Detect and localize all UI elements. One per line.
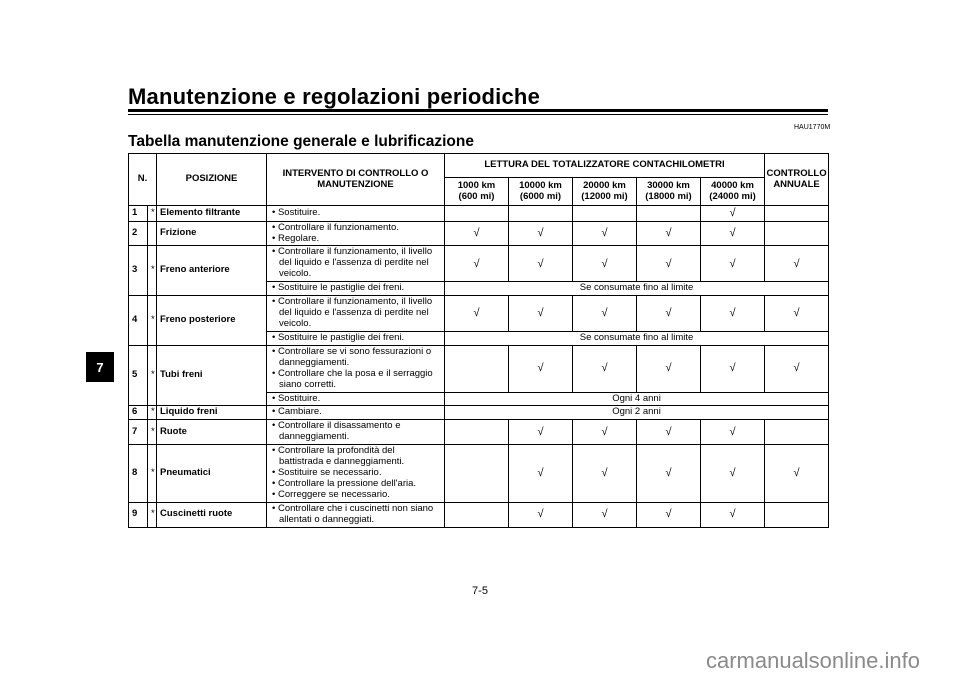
row-action: • Controllare se vi sono fessurazioni o danneggiamenti. • Controllare che la posa e il serraggio siano corretti.	[267, 345, 445, 392]
check-cell	[765, 502, 829, 527]
check-cell: √	[445, 221, 509, 246]
check-cell: √	[509, 445, 573, 503]
table-row	[129, 406, 829, 420]
check-cell: √	[637, 246, 701, 282]
row-action: • Sostituire le pastiglie dei freni.	[267, 282, 445, 296]
row-position: Tubi freni	[157, 345, 267, 406]
check-cell: √	[765, 345, 829, 392]
table-row	[129, 502, 829, 527]
row-star: *	[148, 502, 157, 527]
check-cell	[765, 420, 829, 445]
check-cell: √	[573, 420, 637, 445]
row-number: 9	[129, 502, 148, 527]
row-action: • Cambiare.	[267, 406, 445, 420]
table-row	[129, 296, 829, 332]
table-row	[129, 345, 829, 392]
check-cell: √	[445, 296, 509, 332]
check-cell: √	[637, 221, 701, 246]
maintenance-table	[128, 153, 829, 528]
check-cell	[445, 445, 509, 503]
row-number: 6	[129, 406, 148, 420]
row-star: *	[148, 206, 157, 222]
check-cell	[509, 206, 573, 222]
row-star: *	[148, 345, 157, 406]
row-position: Liquido freni	[157, 406, 267, 420]
page-number: 7-5	[472, 585, 488, 597]
check-cell: √	[701, 246, 765, 282]
header-odometer-10000: 10000 km (6000 mi)	[509, 178, 573, 206]
interval-note: Ogni 4 anni	[445, 392, 829, 406]
row-number: 4	[129, 296, 148, 346]
check-cell: √	[701, 296, 765, 332]
check-cell: √	[637, 420, 701, 445]
check-cell: √	[637, 345, 701, 392]
row-number: 3	[129, 246, 148, 296]
header-rule-thin	[128, 114, 828, 115]
row-action: • Sostituire.	[267, 392, 445, 406]
row-action: • Controllare che i cuscinetti non siano allentati o danneggiati.	[267, 502, 445, 527]
row-star: *	[148, 445, 157, 503]
row-position: Freno anteriore	[157, 246, 267, 296]
header-action: INTERVENTO DI CONTROLLO O MANUTENZIONE	[267, 154, 445, 206]
row-position: Pneumatici	[157, 445, 267, 503]
header-odometer-40000: 40000 km (24000 mi)	[701, 178, 765, 206]
check-cell	[445, 502, 509, 527]
header-row-1	[129, 154, 829, 178]
watermark: carmanualsonline.info	[705, 648, 920, 673]
check-cell: √	[509, 246, 573, 282]
row-star: *	[148, 406, 157, 420]
row-position: Freno posteriore	[157, 296, 267, 346]
row-star	[148, 221, 157, 246]
table-row	[129, 246, 829, 282]
header-odometer-group: LETTURA DEL TOTALIZZATORE CONTACHILOMETRI	[445, 154, 765, 178]
header-annual: CONTROLLO ANNUALE	[765, 154, 829, 206]
row-action: • Controllare il funzionamento, il livello del liquido e l'assenza di perdite nel veicolo.	[267, 246, 445, 282]
header-odometer-30000: 30000 km (18000 mi)	[637, 178, 701, 206]
header-position: POSIZIONE	[157, 154, 267, 206]
check-cell: √	[637, 445, 701, 503]
row-action: • Controllare la profondità del battistrada e danneggiamenti. • Sostituire se necessario. • Controllare la pressione dell'aria. • Correggere se necessario.	[267, 445, 445, 503]
row-number: 8	[129, 445, 148, 503]
table-row	[129, 445, 829, 503]
row-position: Ruote	[157, 420, 267, 445]
check-cell: √	[765, 296, 829, 332]
section-title: Tabella manutenzione generale e lubrificazione	[128, 133, 474, 150]
row-number: 7	[129, 420, 148, 445]
row-action: • Controllare il disassamento e danneggiamenti.	[267, 420, 445, 445]
row-position: Frizione	[157, 221, 267, 246]
check-cell: √	[701, 206, 765, 222]
check-cell: √	[701, 502, 765, 527]
table-row	[129, 206, 829, 222]
check-cell: √	[765, 246, 829, 282]
check-cell	[573, 206, 637, 222]
check-cell: √	[445, 246, 509, 282]
row-action: • Controllare il funzionamento, il livello del liquido e l'assenza di perdite nel veicolo.	[267, 296, 445, 332]
check-cell	[765, 221, 829, 246]
check-cell: √	[637, 502, 701, 527]
check-cell: √	[509, 296, 573, 332]
check-cell: √	[701, 221, 765, 246]
row-star: *	[148, 296, 157, 346]
row-action: • Sostituire.	[267, 206, 445, 222]
row-number: 1	[129, 206, 148, 222]
check-cell: √	[573, 502, 637, 527]
check-cell: √	[573, 296, 637, 332]
check-cell	[765, 206, 829, 222]
document-code: HAU1770M	[794, 124, 831, 131]
check-cell: √	[509, 502, 573, 527]
header-odometer-20000: 20000 km (12000 mi)	[573, 178, 637, 206]
row-number: 5	[129, 345, 148, 406]
check-cell: √	[573, 345, 637, 392]
check-cell: √	[573, 246, 637, 282]
row-action: • Controllare il funzionamento. • Regolare.	[267, 221, 445, 246]
table-row	[129, 420, 829, 445]
header-odometer-1000: 1000 km (600 mi)	[445, 178, 509, 206]
check-cell: √	[573, 221, 637, 246]
interval-note: Se consumate fino al limite	[445, 282, 829, 296]
check-cell	[445, 345, 509, 392]
check-cell: √	[765, 445, 829, 503]
check-cell	[637, 206, 701, 222]
row-position: Cuscinetti ruote	[157, 502, 267, 527]
interval-note: Ogni 2 anni	[445, 406, 829, 420]
check-cell: √	[509, 420, 573, 445]
check-cell: √	[701, 345, 765, 392]
row-action: • Sostituire le pastiglie dei freni.	[267, 331, 445, 345]
check-cell: √	[509, 221, 573, 246]
header-rule-thick	[128, 109, 828, 112]
row-position: Elemento filtrante	[157, 206, 267, 222]
row-number: 2	[129, 221, 148, 246]
table-row	[129, 221, 829, 246]
check-cell: √	[573, 445, 637, 503]
header-num: N.	[129, 154, 157, 206]
check-cell	[445, 206, 509, 222]
check-cell: √	[637, 296, 701, 332]
row-star: *	[148, 420, 157, 445]
page-header-title: Manutenzione e regolazioni periodiche	[128, 84, 541, 109]
check-cell: √	[701, 445, 765, 503]
chapter-tab: 7	[86, 352, 114, 382]
check-cell: √	[509, 345, 573, 392]
check-cell: √	[701, 420, 765, 445]
interval-note: Se consumate fino al limite	[445, 331, 829, 345]
check-cell	[445, 420, 509, 445]
row-star: *	[148, 246, 157, 296]
